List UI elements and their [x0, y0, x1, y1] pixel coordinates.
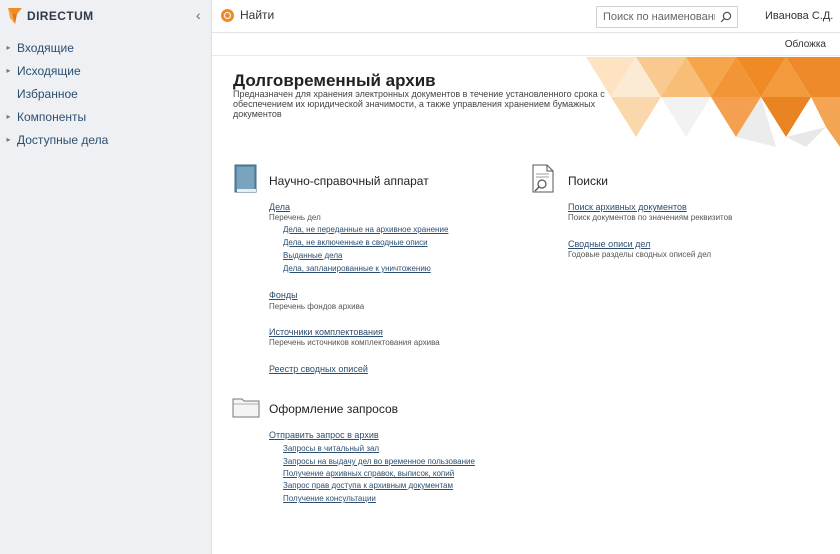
caret-right-icon: ▸ — [6, 66, 11, 75]
sources-note: Перечень источников комплектования архива — [269, 338, 440, 347]
caret-right-icon: ▸ — [6, 135, 11, 144]
page-description: Предназначен для хранения электронных документов в течение установленного срока с обеспечением их юридической значимости, а также управления хранением бумажных документов — [233, 89, 605, 119]
sources-link[interactable]: Источники комплектования — [269, 327, 383, 337]
cases-note: Перечень дел — [269, 213, 321, 222]
sidebar-item-components[interactable] — [0, 105, 212, 128]
caret-right-icon: ▸ — [6, 43, 11, 52]
sidebar-item-available-cases[interactable] — [0, 128, 212, 151]
sidebar-item-label: Компоненты — [17, 109, 87, 124]
request-sublink[interactable]: Получение консультации — [283, 494, 376, 503]
sidebar-item-outgoing[interactable] — [0, 59, 212, 82]
request-sublink[interactable]: Запрос прав доступа к архивным документам — [283, 481, 453, 490]
directum-logo-icon — [8, 8, 22, 24]
section-title-searches: Поиски — [568, 174, 608, 188]
sidebar-item-incoming[interactable] — [0, 36, 212, 59]
sub-bar — [212, 33, 840, 56]
search-icon[interactable] — [715, 7, 737, 27]
request-sublink[interactable]: Получение архивных справок, выписок, копий — [283, 469, 455, 478]
find-icon[interactable] — [221, 9, 234, 22]
search-box — [596, 6, 738, 28]
summary-note: Годовые разделы сводных описей дел — [568, 250, 712, 259]
sidebar-item-label: Исходящие — [17, 63, 81, 78]
document-search-icon — [531, 164, 555, 194]
funds-note: Перечень фондов архива — [269, 302, 365, 311]
cases-sublink[interactable]: Дела, не переданные на архивное хранение — [283, 225, 449, 234]
request-sublink[interactable]: Запросы на выдачу дел во временное пользование — [283, 457, 475, 466]
sidebar-nav — [0, 36, 212, 151]
cases-link[interactable]: Дела — [269, 202, 291, 212]
search-input[interactable] — [597, 7, 715, 27]
archive-search-link[interactable]: Поиск архивных документов — [568, 202, 687, 212]
cover-link[interactable]: Обложка — [784, 39, 826, 50]
user-name[interactable]: Иванова С.Д. — [765, 10, 834, 22]
archive-search-note: Поиск документов по значениям реквизитов — [568, 213, 733, 222]
sidebar — [0, 0, 212, 554]
book-icon — [234, 164, 258, 194]
caret-right-icon: ▸ — [6, 112, 11, 121]
sidebar-item-favorites[interactable] — [0, 82, 212, 105]
page-title: Долговременный архив — [233, 71, 436, 90]
funds-link[interactable]: Фонды — [269, 290, 298, 300]
folder-icon — [232, 396, 260, 418]
main-content — [212, 57, 840, 554]
chevron-left-icon[interactable]: ‹ — [196, 7, 201, 23]
top-bar — [212, 0, 840, 33]
find-label[interactable]: Найти — [240, 8, 275, 22]
registry-link[interactable]: Реестр сводных описей — [269, 364, 368, 374]
cases-sublink[interactable]: Выданные дела — [283, 251, 343, 260]
request-sublink[interactable]: Запросы в читальный зал — [283, 444, 380, 453]
cases-sublink[interactable]: Дела, не включенные в сводные описи — [283, 238, 428, 247]
summary-link[interactable]: Сводные описи дел — [568, 239, 651, 249]
sidebar-item-label: Входящие — [17, 40, 74, 55]
cases-sublink[interactable]: Дела, запланированные к уничтожению — [283, 264, 431, 273]
section-title-requests: Оформление запросов — [269, 402, 399, 416]
section-title-reference: Научно-справочный аппарат — [269, 174, 429, 188]
logo[interactable] — [8, 8, 94, 24]
logo-text: DIRECTUM — [27, 9, 94, 23]
send-request-link[interactable]: Отправить запрос в архив — [269, 430, 379, 440]
sidebar-item-label: Доступные дела — [17, 132, 109, 147]
sidebar-item-label: Избранное — [17, 86, 78, 101]
